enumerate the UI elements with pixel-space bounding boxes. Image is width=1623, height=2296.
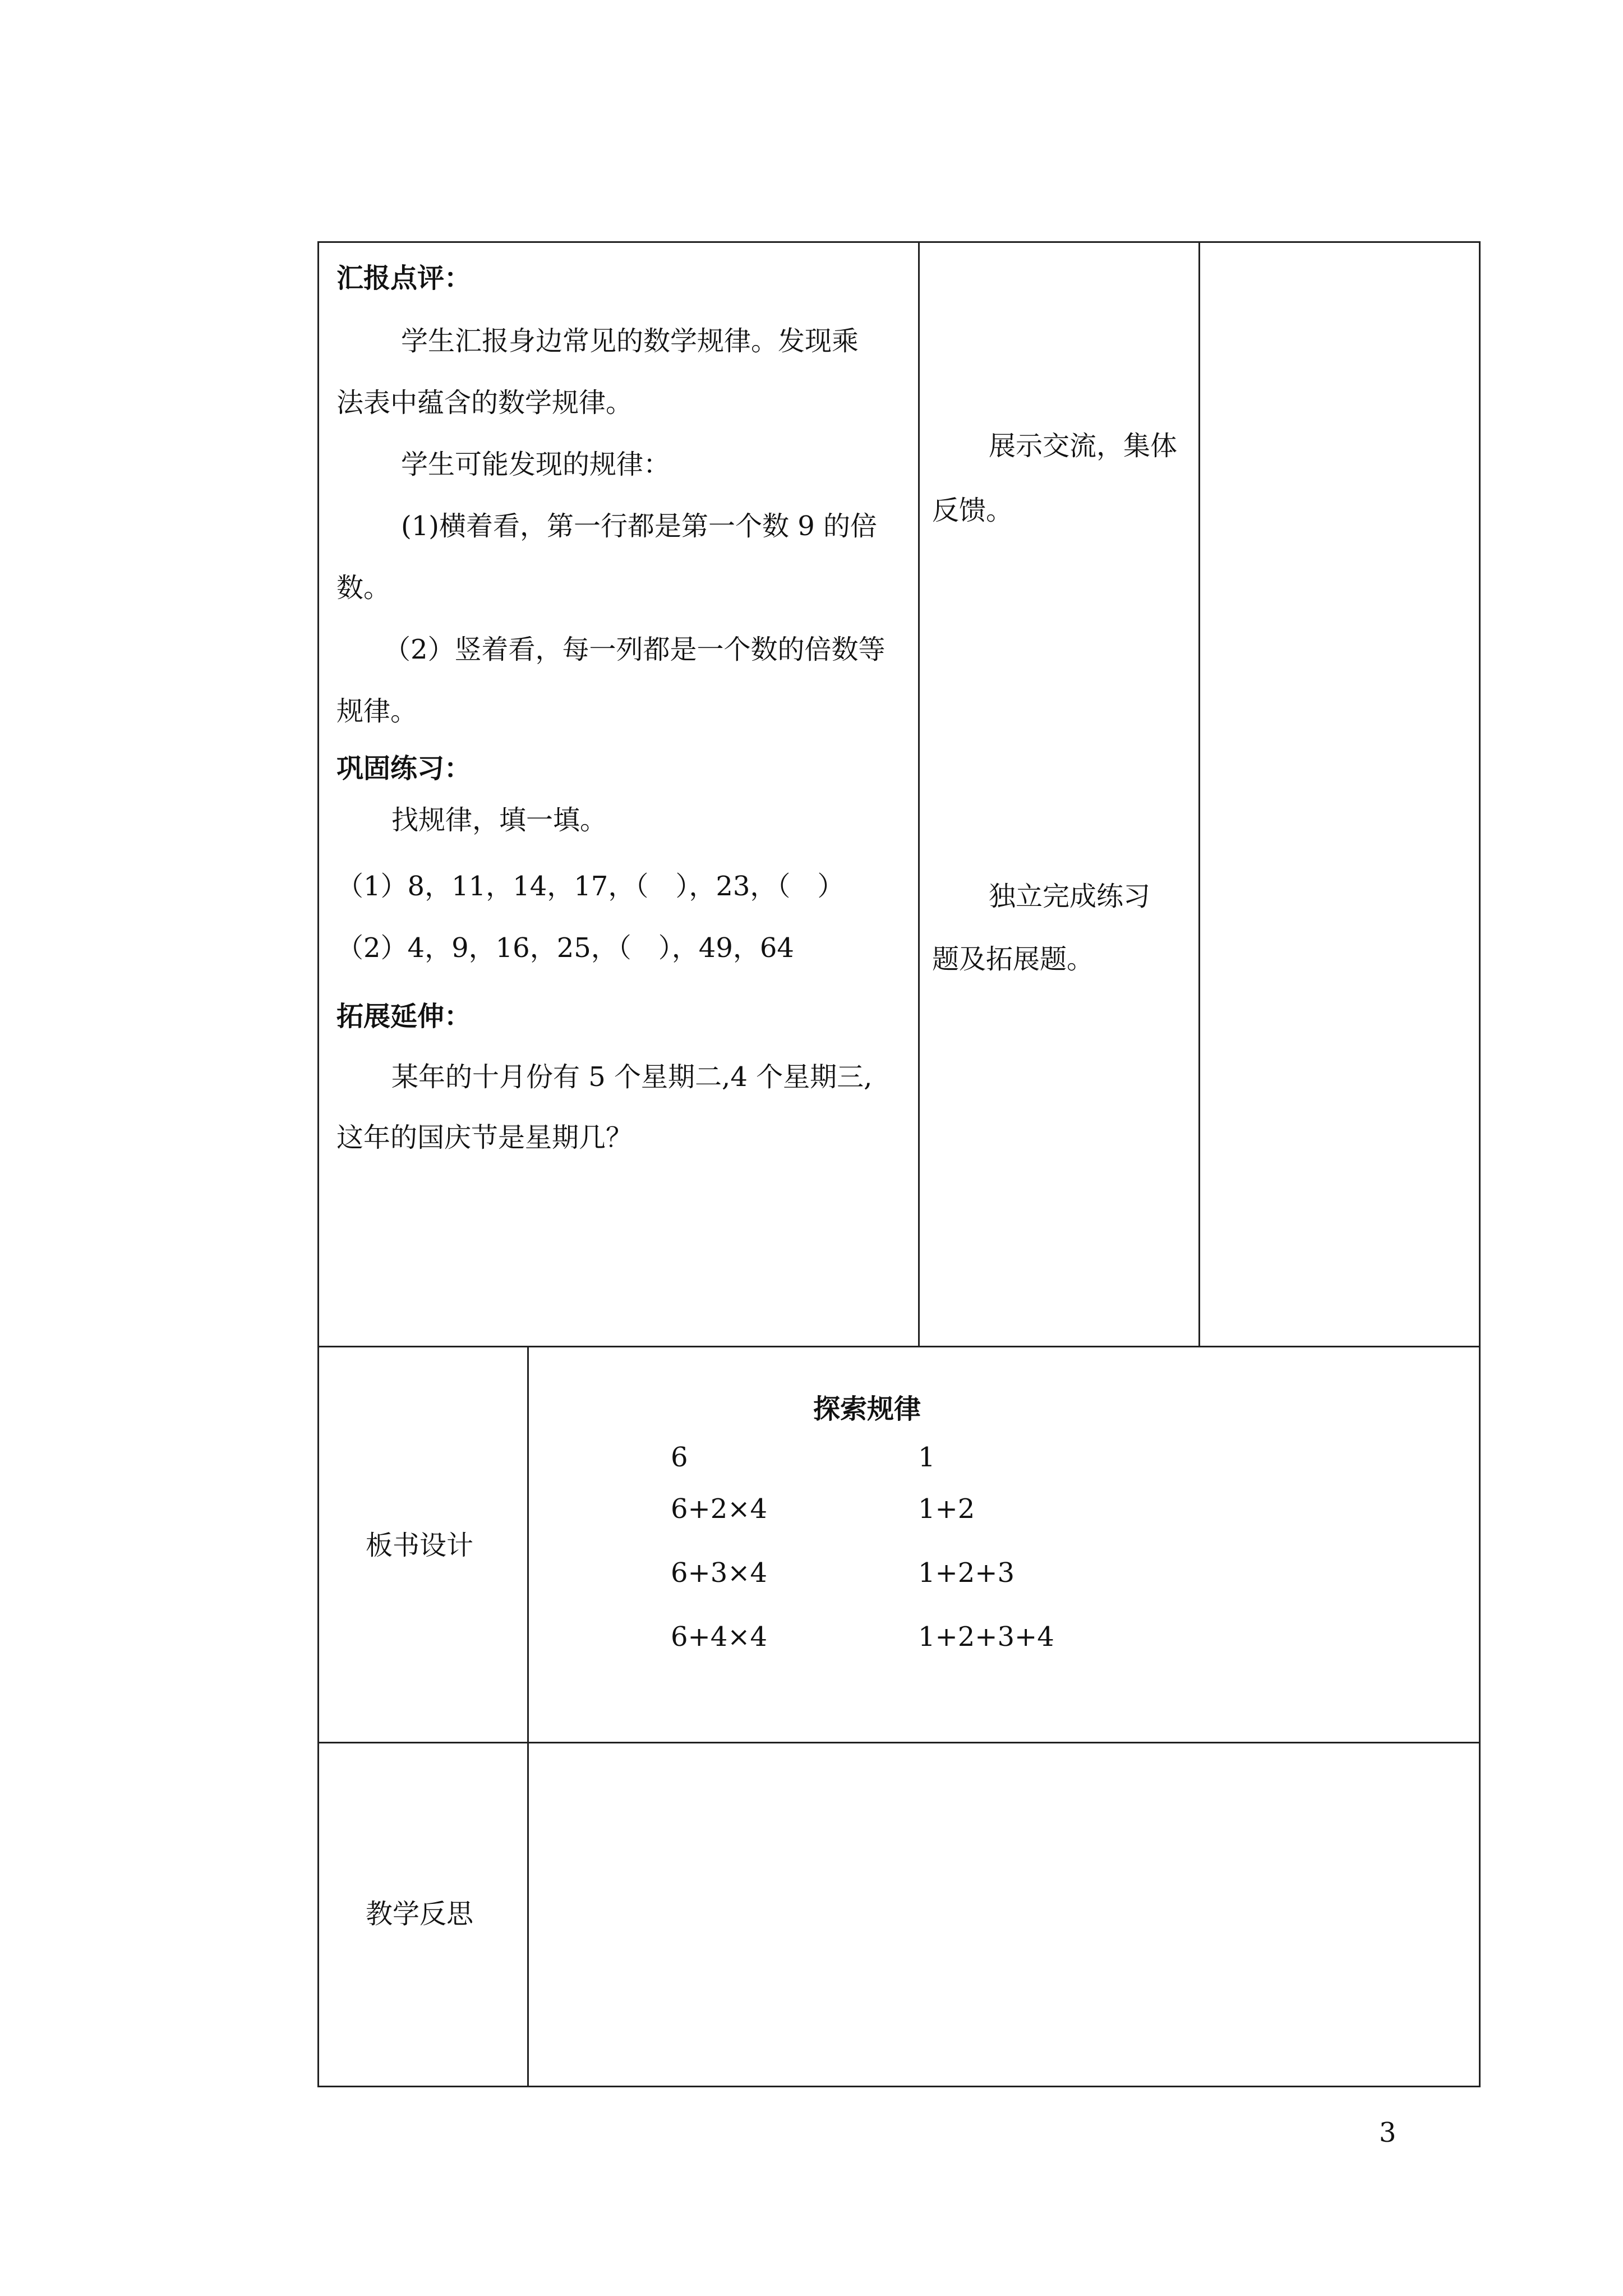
board-left-row-3: 6+3×4 (671, 1557, 768, 1589)
board-right-row-1: 1 (918, 1442, 935, 1473)
board-right-row-4: 1+2+3+4 (918, 1621, 1054, 1653)
upper-table-right-border (1479, 241, 1481, 1347)
board-right-row-3: 1+2+3 (918, 1557, 1015, 1589)
report-paragraph-1-line-1: 学生汇报身边常见的数学规律。发现乘 (401, 325, 859, 357)
extend-heading: 拓展延伸： (336, 1001, 472, 1032)
upper-table-col-divider-2 (1198, 241, 1200, 1347)
board-title: 探索规律 (813, 1393, 921, 1425)
lower-table-row-divider (317, 1742, 1481, 1743)
page-number: 3 (1379, 2117, 1396, 2148)
practice-question-1: （1）8，11，14，17，（ ），23，（ ） (336, 871, 845, 902)
extend-question-line-1: 某年的十月份有 5 个星期二,4 个星期三, (391, 1061, 873, 1093)
reflection-label: 教学反思 (366, 1898, 474, 1930)
report-paragraph-4-line-1: （2）竖着看，每一列都是一个数的倍数等 (384, 634, 886, 665)
activity-1-line-1: 展示交流，集体 (989, 430, 1178, 462)
practice-heading: 巩固练习： (336, 753, 472, 784)
activity-2-line-2: 题及拓展题。 (932, 944, 1094, 975)
board-left-row-1: 6 (671, 1442, 688, 1473)
board-right-row-2: 1+2 (918, 1493, 975, 1525)
lower-table-col-divider (527, 1346, 529, 2087)
upper-table-top-border (317, 241, 1481, 243)
upper-table-col-divider-1 (918, 241, 920, 1347)
upper-table-left-border (317, 241, 319, 1347)
activity-1-line-2: 反馈。 (932, 495, 1013, 526)
report-heading: 汇报点评： (336, 263, 472, 294)
lower-table-left-border (317, 1346, 319, 2087)
activity-2-line-1: 独立完成练习 (989, 881, 1151, 912)
board-left-row-4: 6+4×4 (671, 1621, 768, 1653)
lower-table-right-border (1479, 1346, 1481, 2087)
board-design-label: 板书设计 (366, 1530, 474, 1561)
report-paragraph-4-line-2: 规律。 (336, 696, 418, 727)
board-left-row-2: 6+2×4 (671, 1493, 768, 1525)
report-paragraph-3-line-2: 数。 (336, 572, 391, 604)
report-paragraph-1-line-2: 法表中蕴含的数学规律。 (336, 387, 633, 418)
report-paragraph-2: 学生可能发现的规律： (401, 449, 671, 480)
lower-table-top-border (317, 1346, 1481, 1347)
report-paragraph-3-line-1: (1)横着看，第一行都是第一个数 9 的倍 (401, 510, 878, 542)
practice-intro: 找规律，填一填。 (391, 804, 607, 836)
practice-question-2: （2）4，9，16，25，（ ），49，64 (336, 932, 794, 964)
extend-question-line-2: 这年的国庆节是星期几？ (336, 1122, 633, 1153)
lower-table-bottom-border (317, 2086, 1481, 2087)
